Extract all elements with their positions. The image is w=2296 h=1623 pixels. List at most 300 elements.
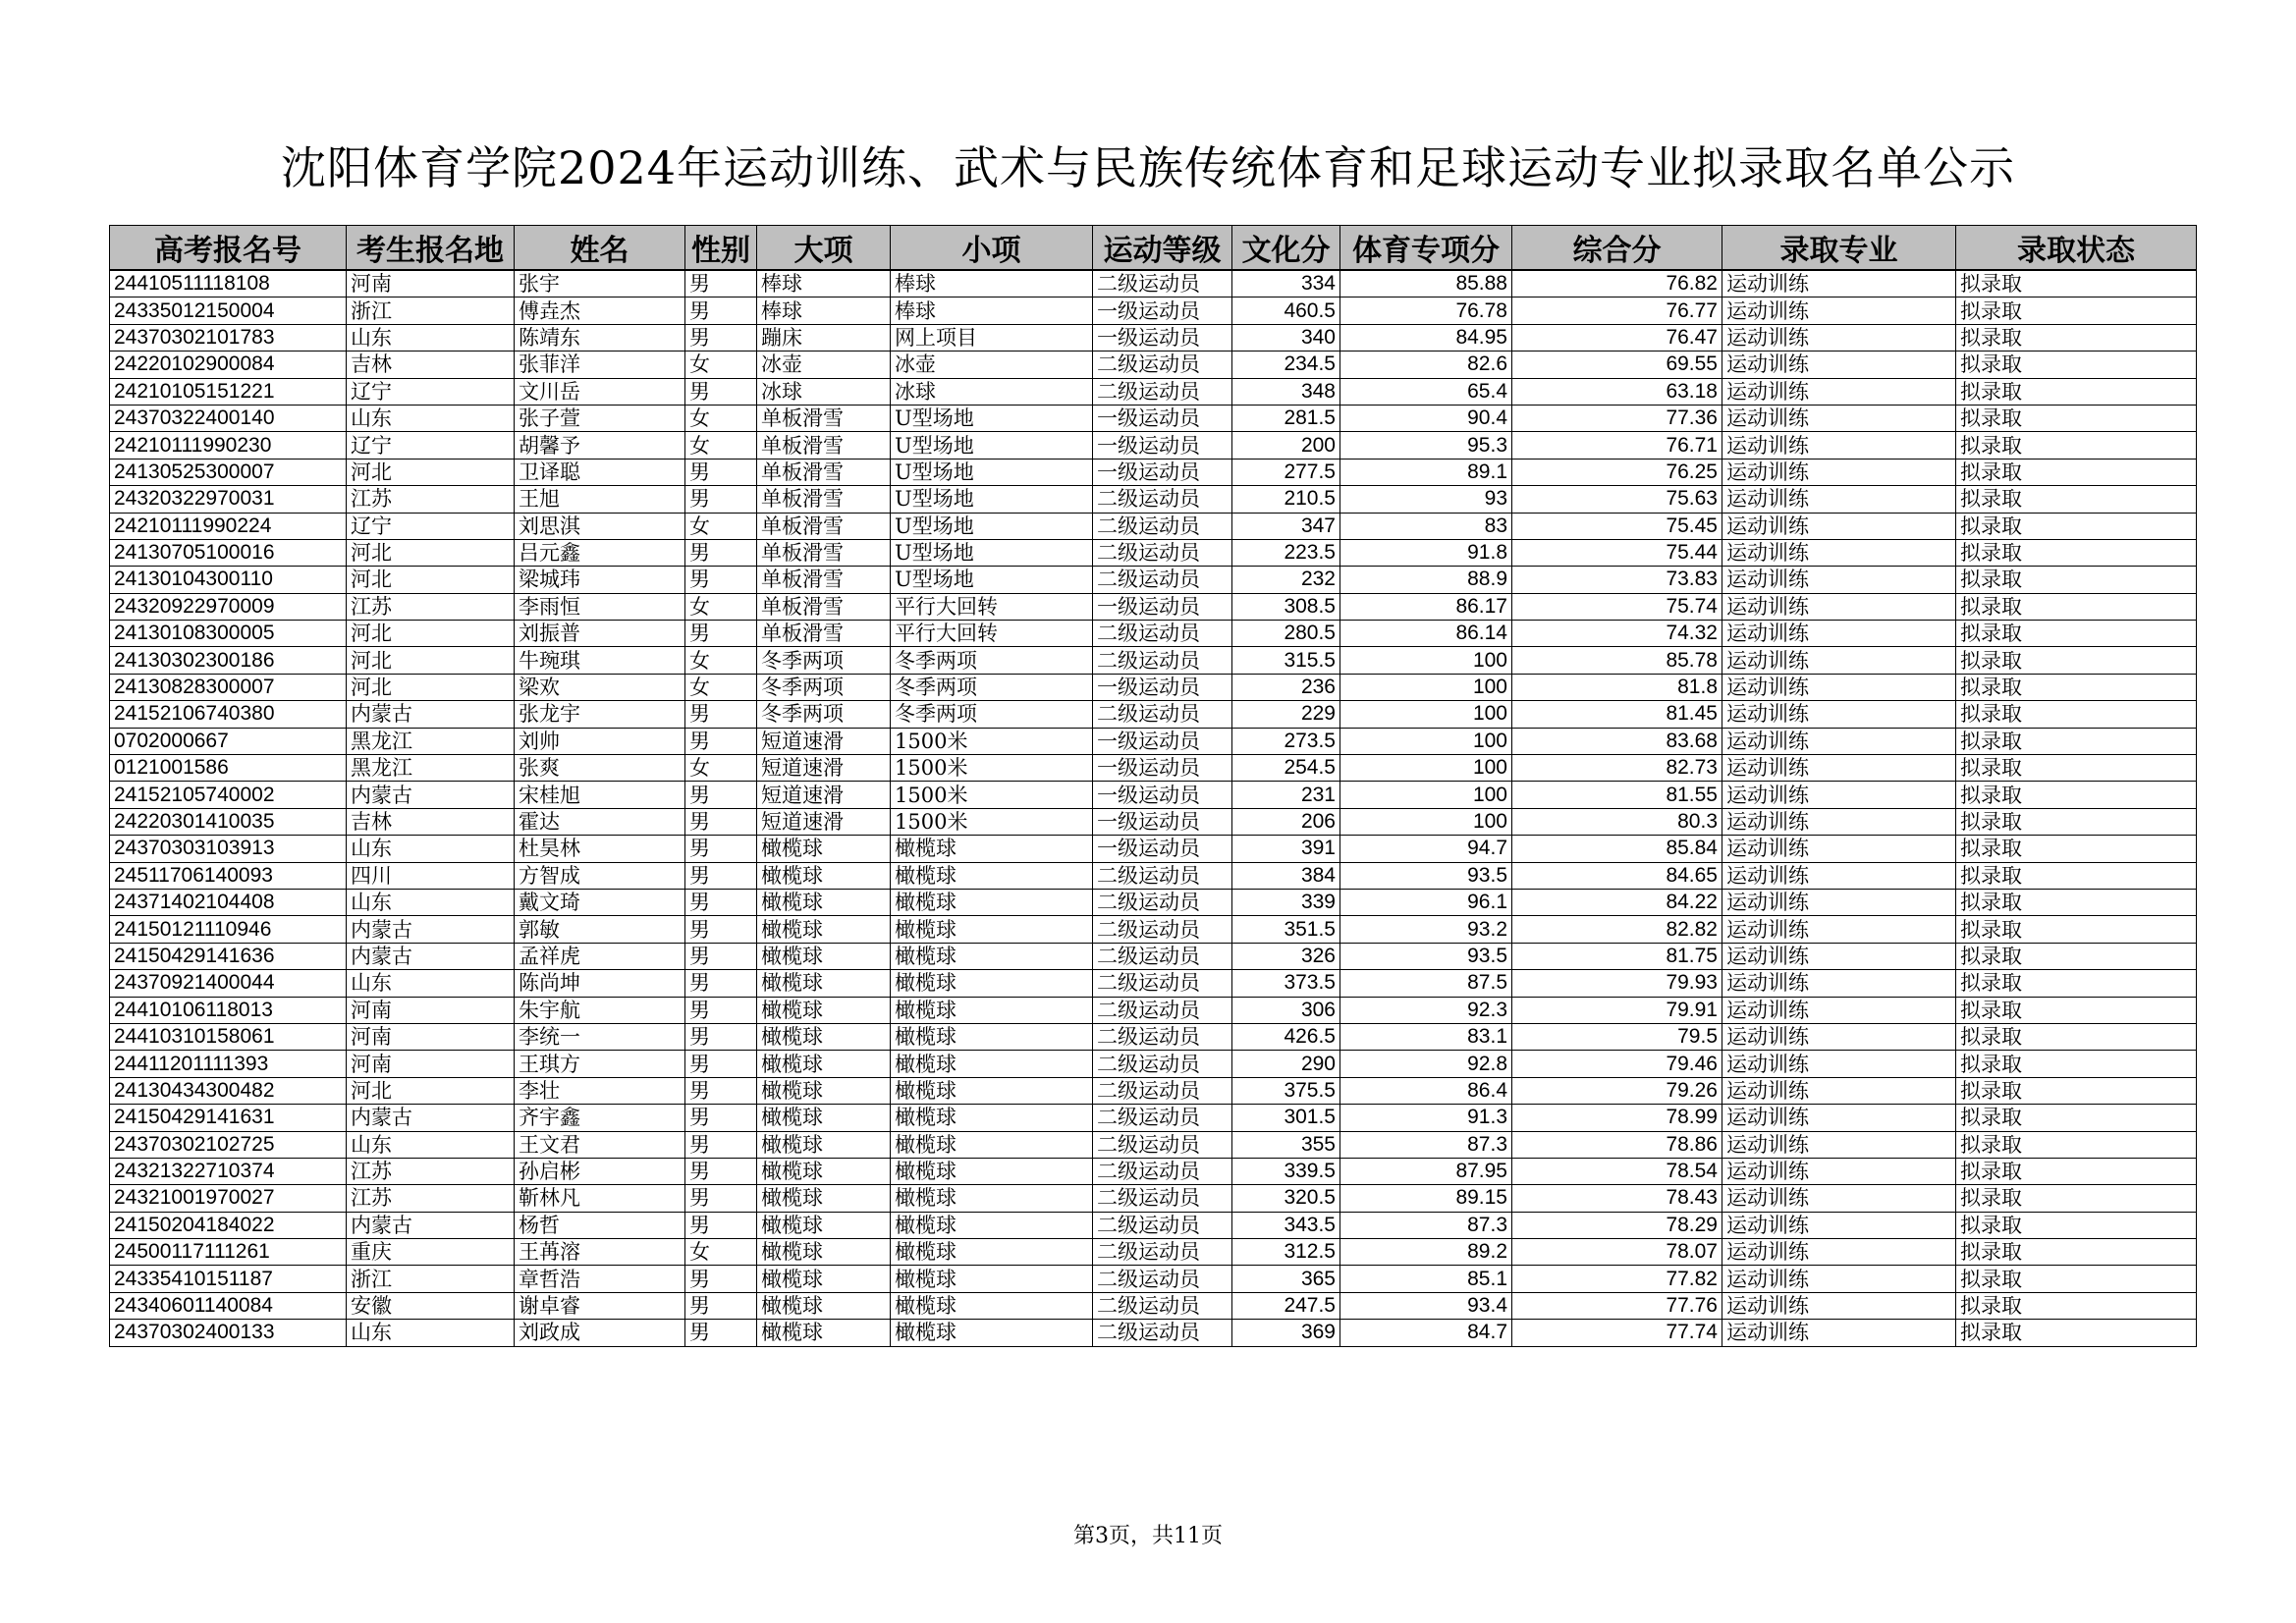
cell-major: 运动训练 [1722, 728, 1956, 754]
cell-event: 1500米 [891, 808, 1093, 835]
table-row [110, 755, 2197, 782]
cell-total-score: 76.47 [1512, 324, 1722, 351]
table-row [110, 1292, 2197, 1319]
cell-status: 拟录取 [1956, 1158, 2197, 1184]
cell-total-score: 84.22 [1512, 889, 1722, 915]
cell-region: 浙江 [347, 298, 515, 324]
cell-status: 拟录取 [1956, 647, 2197, 674]
cell-name: 傅垚杰 [515, 298, 685, 324]
cell-name: 吕元鑫 [515, 539, 685, 566]
cell-sport-score: 86.17 [1340, 593, 1512, 620]
cell-total-score: 85.78 [1512, 647, 1722, 674]
cell-exam-id: 24370303103913 [110, 836, 347, 862]
cell-region: 吉林 [347, 808, 515, 835]
cell-major: 运动训练 [1722, 755, 1956, 782]
header-name: 姓名 [515, 226, 685, 271]
cell-sport-score: 100 [1340, 782, 1512, 808]
cell-event: 1500米 [891, 755, 1093, 782]
cell-status: 拟录取 [1956, 593, 2197, 620]
cell-athlete-level: 二级运动员 [1093, 270, 1232, 298]
cell-region: 山东 [347, 405, 515, 431]
cell-event: 橄榄球 [891, 1077, 1093, 1104]
table-row [110, 836, 2197, 862]
cell-total-score: 78.07 [1512, 1239, 1722, 1266]
cell-culture-score: 340 [1232, 324, 1340, 351]
cell-exam-id: 24335410151187 [110, 1266, 347, 1292]
cell-status: 拟录取 [1956, 755, 2197, 782]
cell-name: 张宇 [515, 270, 685, 298]
cell-sport: 橄榄球 [757, 1185, 891, 1212]
cell-total-score: 81.55 [1512, 782, 1722, 808]
cell-sport: 棒球 [757, 270, 891, 298]
cell-name: 李统一 [515, 1023, 685, 1050]
cell-exam-id: 24130828300007 [110, 674, 347, 700]
cell-athlete-level: 二级运动员 [1093, 1023, 1232, 1050]
cell-event: 橄榄球 [891, 1212, 1093, 1238]
cell-sport-score: 90.4 [1340, 405, 1512, 431]
cell-total-score: 82.82 [1512, 916, 1722, 943]
header-sport: 大项 [757, 226, 891, 271]
cell-athlete-level: 二级运动员 [1093, 970, 1232, 997]
cell-major: 运动训练 [1722, 943, 1956, 969]
cell-total-score: 75.44 [1512, 539, 1722, 566]
cell-name: 刘帅 [515, 728, 685, 754]
cell-event: 橄榄球 [891, 1320, 1093, 1346]
cell-status: 拟录取 [1956, 1051, 2197, 1077]
cell-sport: 单板滑雪 [757, 432, 891, 459]
cell-status: 拟录取 [1956, 889, 2197, 915]
cell-gender: 男 [685, 486, 757, 513]
table-row [110, 1051, 2197, 1077]
cell-culture-score: 234.5 [1232, 352, 1340, 378]
cell-region: 辽宁 [347, 378, 515, 405]
cell-exam-id: 0121001586 [110, 755, 347, 782]
cell-major: 运动训练 [1722, 889, 1956, 915]
table-row [110, 889, 2197, 915]
cell-name: 李雨恒 [515, 593, 685, 620]
cell-major: 运动训练 [1722, 836, 1956, 862]
cell-event: 橄榄球 [891, 1105, 1093, 1131]
cell-region: 内蒙古 [347, 1212, 515, 1238]
cell-event: 橄榄球 [891, 862, 1093, 889]
cell-name: 陈尚坤 [515, 970, 685, 997]
cell-major: 运动训练 [1722, 593, 1956, 620]
cell-major: 运动训练 [1722, 916, 1956, 943]
cell-gender: 男 [685, 916, 757, 943]
cell-sport: 单板滑雪 [757, 513, 891, 539]
cell-athlete-level: 一级运动员 [1093, 728, 1232, 754]
cell-athlete-level: 二级运动员 [1093, 1212, 1232, 1238]
cell-name: 齐宇鑫 [515, 1105, 685, 1131]
cell-region: 河北 [347, 1077, 515, 1104]
cell-sport-score: 89.1 [1340, 459, 1512, 485]
table-row [110, 862, 2197, 889]
cell-sport-score: 87.3 [1340, 1212, 1512, 1238]
cell-sport-score: 76.78 [1340, 298, 1512, 324]
cell-gender: 男 [685, 324, 757, 351]
cell-gender: 男 [685, 539, 757, 566]
table-row [110, 1320, 2197, 1346]
cell-sport: 橄榄球 [757, 1266, 891, 1292]
cell-status: 拟录取 [1956, 405, 2197, 431]
cell-athlete-level: 二级运动员 [1093, 1185, 1232, 1212]
cell-exam-id: 24370302102725 [110, 1131, 347, 1158]
cell-name: 杨哲 [515, 1212, 685, 1238]
cell-culture-score: 290 [1232, 1051, 1340, 1077]
cell-region: 山东 [347, 324, 515, 351]
cell-athlete-level: 一级运动员 [1093, 405, 1232, 431]
cell-exam-id: 24220301410035 [110, 808, 347, 835]
cell-athlete-level: 一级运动员 [1093, 674, 1232, 700]
cell-sport-score: 91.8 [1340, 539, 1512, 566]
cell-athlete-level: 一级运动员 [1093, 755, 1232, 782]
cell-culture-score: 229 [1232, 701, 1340, 728]
cell-athlete-level: 二级运动员 [1093, 352, 1232, 378]
cell-major: 运动训练 [1722, 647, 1956, 674]
cell-event: 橄榄球 [891, 1239, 1093, 1266]
cell-gender: 男 [685, 862, 757, 889]
cell-culture-score: 308.5 [1232, 593, 1340, 620]
cell-region: 内蒙古 [347, 782, 515, 808]
cell-sport: 橄榄球 [757, 1320, 891, 1346]
cell-event: 冬季两项 [891, 674, 1093, 700]
cell-exam-id: 24321322710374 [110, 1158, 347, 1184]
cell-athlete-level: 一级运动员 [1093, 432, 1232, 459]
footer-middle: 页，共 [1108, 1524, 1174, 1548]
cell-sport-score: 95.3 [1340, 432, 1512, 459]
table-row [110, 1212, 2197, 1238]
cell-gender: 女 [685, 352, 757, 378]
cell-culture-score: 369 [1232, 1320, 1340, 1346]
table-row [110, 539, 2197, 566]
cell-status: 拟录取 [1956, 1239, 2197, 1266]
table-row [110, 1158, 2197, 1184]
cell-sport-score: 93 [1340, 486, 1512, 513]
cell-status: 拟录取 [1956, 728, 2197, 754]
cell-total-score: 80.3 [1512, 808, 1722, 835]
cell-region: 河北 [347, 539, 515, 566]
cell-athlete-level: 二级运动员 [1093, 997, 1232, 1023]
cell-sport: 橄榄球 [757, 1105, 891, 1131]
cell-major: 运动训练 [1722, 539, 1956, 566]
cell-name: 王琪方 [515, 1051, 685, 1077]
cell-gender: 男 [685, 997, 757, 1023]
cell-major: 运动训练 [1722, 1320, 1956, 1346]
cell-sport-score: 92.3 [1340, 997, 1512, 1023]
cell-region: 四川 [347, 862, 515, 889]
cell-gender: 男 [685, 782, 757, 808]
cell-gender: 男 [685, 728, 757, 754]
cell-name: 张龙宇 [515, 701, 685, 728]
header-status: 录取状态 [1956, 226, 2197, 271]
cell-total-score: 84.65 [1512, 862, 1722, 889]
cell-total-score: 77.74 [1512, 1320, 1722, 1346]
cell-name: 梁欢 [515, 674, 685, 700]
cell-athlete-level: 二级运动员 [1093, 889, 1232, 915]
cell-sport-score: 83.1 [1340, 1023, 1512, 1050]
cell-exam-id: 24150429141631 [110, 1105, 347, 1131]
cell-region: 山东 [347, 836, 515, 862]
cell-gender: 男 [685, 836, 757, 862]
cell-culture-score: 277.5 [1232, 459, 1340, 485]
cell-total-score: 79.26 [1512, 1077, 1722, 1104]
cell-total-score: 63.18 [1512, 378, 1722, 405]
cell-status: 拟录取 [1956, 943, 2197, 969]
cell-event: 冬季两项 [891, 701, 1093, 728]
cell-total-score: 75.63 [1512, 486, 1722, 513]
cell-culture-score: 348 [1232, 378, 1340, 405]
cell-name: 刘思淇 [515, 513, 685, 539]
cell-gender: 男 [685, 621, 757, 647]
cell-major: 运动训练 [1722, 486, 1956, 513]
cell-name: 牛琬琪 [515, 647, 685, 674]
cell-sport: 橄榄球 [757, 1239, 891, 1266]
cell-name: 戴文琦 [515, 889, 685, 915]
cell-athlete-level: 二级运动员 [1093, 701, 1232, 728]
cell-athlete-level: 一级运动员 [1093, 298, 1232, 324]
cell-status: 拟录取 [1956, 270, 2197, 298]
table-row [110, 1185, 2197, 1212]
cell-name: 杜昊林 [515, 836, 685, 862]
cell-major: 运动训练 [1722, 1266, 1956, 1292]
cell-event: 橄榄球 [891, 943, 1093, 969]
cell-gender: 男 [685, 1185, 757, 1212]
cell-athlete-level: 一级运动员 [1093, 836, 1232, 862]
cell-exam-id: 24150204184022 [110, 1212, 347, 1238]
cell-status: 拟录取 [1956, 1131, 2197, 1158]
cell-status: 拟录取 [1956, 459, 2197, 485]
cell-sport: 短道速滑 [757, 782, 891, 808]
cell-exam-id: 24130705100016 [110, 539, 347, 566]
cell-exam-id: 24130104300110 [110, 567, 347, 593]
cell-total-score: 73.83 [1512, 567, 1722, 593]
cell-athlete-level: 二级运动员 [1093, 1158, 1232, 1184]
table-row [110, 997, 2197, 1023]
table-row [110, 593, 2197, 620]
cell-event: 橄榄球 [891, 836, 1093, 862]
cell-culture-score: 236 [1232, 674, 1340, 700]
cell-athlete-level: 二级运动员 [1093, 1131, 1232, 1158]
cell-event: 平行大回转 [891, 593, 1093, 620]
cell-name: 张菲洋 [515, 352, 685, 378]
cell-exam-id: 24370302400133 [110, 1320, 347, 1346]
cell-gender: 女 [685, 1239, 757, 1266]
cell-gender: 男 [685, 943, 757, 969]
cell-gender: 男 [685, 298, 757, 324]
cell-total-score: 78.54 [1512, 1158, 1722, 1184]
cell-exam-id: 24370921400044 [110, 970, 347, 997]
cell-region: 河南 [347, 1051, 515, 1077]
table-row [110, 916, 2197, 943]
header-region: 考生报名地 [347, 226, 515, 271]
table-row [110, 782, 2197, 808]
cell-exam-id: 24511706140093 [110, 862, 347, 889]
cell-exam-id: 24150121110946 [110, 916, 347, 943]
cell-sport: 橄榄球 [757, 943, 891, 969]
cell-major: 运动训练 [1722, 701, 1956, 728]
header-major: 录取专业 [1722, 226, 1956, 271]
page-footer [0, 1519, 2296, 1549]
table-row [110, 405, 2197, 431]
cell-athlete-level: 二级运动员 [1093, 647, 1232, 674]
cell-athlete-level: 一级运动员 [1093, 593, 1232, 620]
cell-major: 运动训练 [1722, 1158, 1956, 1184]
cell-sport: 橄榄球 [757, 1158, 891, 1184]
footer-suffix: 页 [1201, 1524, 1224, 1548]
cell-major: 运动训练 [1722, 1051, 1956, 1077]
cell-athlete-level: 二级运动员 [1093, 486, 1232, 513]
cell-exam-id: 24500117111261 [110, 1239, 347, 1266]
cell-total-score: 77.82 [1512, 1266, 1722, 1292]
cell-major: 运动训练 [1722, 997, 1956, 1023]
cell-sport-score: 100 [1340, 647, 1512, 674]
cell-culture-score: 210.5 [1232, 486, 1340, 513]
cell-athlete-level: 二级运动员 [1093, 1266, 1232, 1292]
cell-name: 刘政成 [515, 1320, 685, 1346]
cell-region: 河南 [347, 270, 515, 298]
table-row [110, 701, 2197, 728]
cell-gender: 男 [685, 701, 757, 728]
cell-sport: 橄榄球 [757, 1212, 891, 1238]
cell-name: 卫译聪 [515, 459, 685, 485]
cell-sport-score: 94.7 [1340, 836, 1512, 862]
cell-event: U型场地 [891, 539, 1093, 566]
cell-athlete-level: 二级运动员 [1093, 513, 1232, 539]
cell-region: 内蒙古 [347, 943, 515, 969]
header-exam-id: 高考报名号 [110, 226, 347, 271]
cell-total-score: 78.29 [1512, 1212, 1722, 1238]
cell-status: 拟录取 [1956, 1105, 2197, 1131]
cell-sport-score: 100 [1340, 674, 1512, 700]
cell-total-score: 76.77 [1512, 298, 1722, 324]
cell-athlete-level: 一级运动员 [1093, 459, 1232, 485]
cell-name: 霍达 [515, 808, 685, 835]
cell-sport: 冰壶 [757, 352, 891, 378]
cell-culture-score: 373.5 [1232, 970, 1340, 997]
cell-region: 安徽 [347, 1292, 515, 1319]
header-event: 小项 [891, 226, 1093, 271]
cell-sport-score: 100 [1340, 755, 1512, 782]
cell-total-score: 76.25 [1512, 459, 1722, 485]
cell-total-score: 78.86 [1512, 1131, 1722, 1158]
cell-status: 拟录取 [1956, 862, 2197, 889]
cell-total-score: 76.82 [1512, 270, 1722, 298]
cell-sport: 单板滑雪 [757, 539, 891, 566]
cell-major: 运动训练 [1722, 862, 1956, 889]
cell-sport: 棒球 [757, 298, 891, 324]
cell-total-score: 77.76 [1512, 1292, 1722, 1319]
table-row [110, 298, 2197, 324]
cell-sport: 单板滑雪 [757, 621, 891, 647]
cell-sport-score: 87.5 [1340, 970, 1512, 997]
cell-sport: 冬季两项 [757, 647, 891, 674]
cell-gender: 男 [685, 567, 757, 593]
cell-name: 张爽 [515, 755, 685, 782]
table-row [110, 647, 2197, 674]
table-body [110, 270, 2197, 1346]
cell-major: 运动训练 [1722, 405, 1956, 431]
cell-sport: 单板滑雪 [757, 459, 891, 485]
cell-athlete-level: 二级运动员 [1093, 378, 1232, 405]
cell-event: U型场地 [891, 459, 1093, 485]
cell-athlete-level: 一级运动员 [1093, 324, 1232, 351]
cell-athlete-level: 二级运动员 [1093, 539, 1232, 566]
cell-sport-score: 100 [1340, 808, 1512, 835]
cell-event: 橄榄球 [891, 916, 1093, 943]
cell-sport: 橄榄球 [757, 836, 891, 862]
cell-status: 拟录取 [1956, 324, 2197, 351]
cell-exam-id: 24130434300482 [110, 1077, 347, 1104]
cell-major: 运动训练 [1722, 324, 1956, 351]
cell-region: 内蒙古 [347, 701, 515, 728]
cell-region: 江苏 [347, 593, 515, 620]
cell-sport: 冰球 [757, 378, 891, 405]
cell-exam-id: 24340601140084 [110, 1292, 347, 1319]
cell-sport: 蹦床 [757, 324, 891, 351]
table-row [110, 1077, 2197, 1104]
cell-status: 拟录取 [1956, 808, 2197, 835]
cell-sport-score: 83 [1340, 513, 1512, 539]
cell-sport: 冬季两项 [757, 701, 891, 728]
cell-event: 橄榄球 [891, 1051, 1093, 1077]
cell-region: 山东 [347, 970, 515, 997]
header-athlete-level: 运动等级 [1093, 226, 1232, 271]
cell-region: 河北 [347, 567, 515, 593]
cell-exam-id: 24321001970027 [110, 1185, 347, 1212]
cell-region: 黑龙江 [347, 755, 515, 782]
table-row [110, 513, 2197, 539]
cell-culture-score: 351.5 [1232, 916, 1340, 943]
cell-culture-score: 339 [1232, 889, 1340, 915]
cell-event: 1500米 [891, 728, 1093, 754]
header-sport-score: 体育专项分 [1340, 226, 1512, 271]
cell-event: U型场地 [891, 432, 1093, 459]
cell-culture-score: 281.5 [1232, 405, 1340, 431]
cell-exam-id: 24335012150004 [110, 298, 347, 324]
cell-total-score: 78.43 [1512, 1185, 1722, 1212]
cell-exam-id: 24220102900084 [110, 352, 347, 378]
cell-status: 拟录取 [1956, 1077, 2197, 1104]
cell-sport: 短道速滑 [757, 728, 891, 754]
header-total-score: 综合分 [1512, 226, 1722, 271]
cell-sport-score: 84.95 [1340, 324, 1512, 351]
cell-major: 运动训练 [1722, 567, 1956, 593]
cell-region: 黑龙江 [347, 728, 515, 754]
cell-exam-id: 0702000667 [110, 728, 347, 754]
page-title: 沈阳体育学院2024年运动训练、武术与民族传统体育和足球运动专业拟录取名单公示 [280, 141, 2016, 194]
table-row [110, 432, 2197, 459]
cell-exam-id: 24320922970009 [110, 593, 347, 620]
cell-major: 运动训练 [1722, 970, 1956, 997]
cell-gender: 男 [685, 459, 757, 485]
cell-total-score: 81.8 [1512, 674, 1722, 700]
cell-status: 拟录取 [1956, 352, 2197, 378]
cell-culture-score: 460.5 [1232, 298, 1340, 324]
table-row [110, 808, 2197, 835]
cell-culture-score: 365 [1232, 1266, 1340, 1292]
cell-major: 运动训练 [1722, 1212, 1956, 1238]
cell-major: 运动训练 [1722, 782, 1956, 808]
cell-exam-id: 24410511118108 [110, 270, 347, 298]
cell-status: 拟录取 [1956, 1023, 2197, 1050]
cell-major: 运动训练 [1722, 513, 1956, 539]
cell-gender: 男 [685, 1077, 757, 1104]
cell-name: 谢卓睿 [515, 1292, 685, 1319]
cell-event: 橄榄球 [891, 970, 1093, 997]
cell-status: 拟录取 [1956, 432, 2197, 459]
cell-region: 辽宁 [347, 432, 515, 459]
cell-culture-score: 355 [1232, 1131, 1340, 1158]
